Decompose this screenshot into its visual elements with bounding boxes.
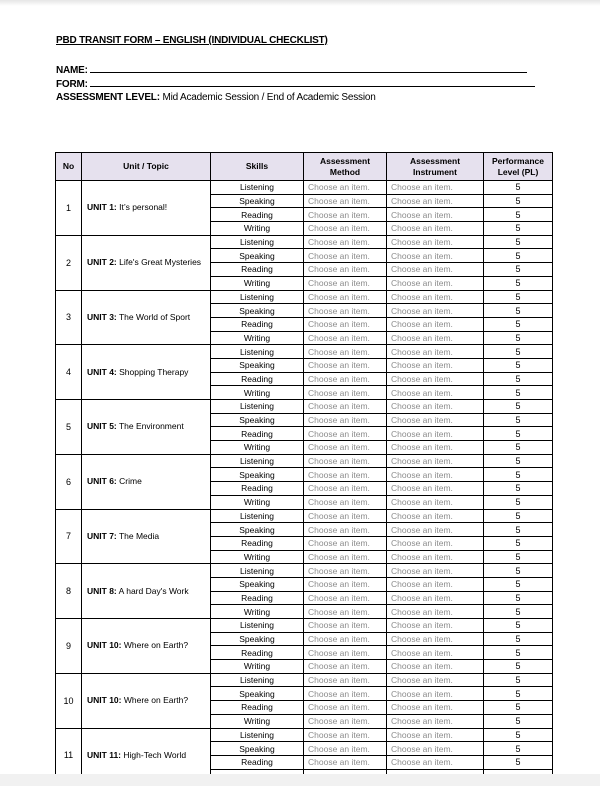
name-field — [56, 63, 527, 76]
topic-name: A hard Day's Work — [118, 585, 189, 596]
assessment-method-dropdown[interactable]: Choose an item. — [304, 605, 387, 619]
skill-cell: Reading — [211, 317, 304, 331]
performance-level-cell[interactable]: 5 — [484, 194, 553, 208]
performance-level-cell[interactable]: 5 — [484, 591, 553, 605]
assessment-instrument-dropdown[interactable]: Choose an item. — [387, 454, 484, 468]
header-assessment-instrument: Assessment Instrument — [387, 153, 484, 181]
assessment-method-dropdown[interactable]: Choose an item. — [304, 619, 387, 633]
performance-level-cell[interactable]: 5 — [484, 208, 553, 222]
performance-level-cell[interactable]: 5 — [484, 181, 553, 195]
performance-level-cell[interactable]: 5 — [484, 317, 553, 331]
skill-cell: Reading — [211, 482, 304, 496]
assessment-method-dropdown[interactable]: Choose an item. — [304, 550, 387, 564]
skill-cell: Listening — [211, 728, 304, 742]
skill-cell: Reading — [211, 591, 304, 605]
performance-level-cell[interactable]: 5 — [484, 755, 553, 769]
assessment-instrument-dropdown[interactable]: Choose an item. — [387, 728, 484, 742]
performance-level-cell[interactable]: 5 — [484, 482, 553, 496]
assessment-method-dropdown[interactable]: Choose an item. — [304, 660, 387, 674]
skill-cell: Speaking — [211, 194, 304, 208]
assessment-instrument-dropdown[interactable]: Choose an item. — [387, 619, 484, 633]
performance-level-cell[interactable]: 5 — [484, 235, 553, 249]
topic-name: Crime — [119, 476, 142, 487]
performance-level-cell[interactable]: 5 — [484, 400, 553, 414]
performance-level-cell[interactable]: 5 — [484, 454, 553, 468]
skill-cell: Writing — [211, 441, 304, 455]
performance-level-cell[interactable]: 5 — [484, 714, 553, 728]
assessment-method-dropdown[interactable]: Choose an item. — [304, 523, 387, 537]
skill-cell: Reading — [211, 646, 304, 660]
assessment-method-dropdown[interactable]: Choose an item. — [304, 181, 387, 195]
performance-level-cell[interactable]: 5 — [484, 523, 553, 537]
assessment-instrument-dropdown[interactable]: Choose an item. — [387, 660, 484, 674]
assessment-method-dropdown[interactable]: Choose an item. — [304, 208, 387, 222]
assessment-instrument-dropdown[interactable]: Choose an item. — [387, 290, 484, 304]
assessment-method-dropdown[interactable]: Choose an item. — [304, 577, 387, 591]
skill-cell: Reading — [211, 536, 304, 550]
assessment-instrument-dropdown[interactable]: Choose an item. — [387, 372, 484, 386]
assessment-method-dropdown[interactable]: Choose an item. — [304, 742, 387, 756]
page-top-shadow — [0, 0, 600, 6]
assessment-method-dropdown[interactable]: Choose an item. — [304, 482, 387, 496]
skill-cell: Writing — [211, 605, 304, 619]
assessment-instrument-dropdown[interactable]: Choose an item. — [387, 263, 484, 277]
skill-cell: Listening — [211, 673, 304, 687]
skill-cell: Listening — [211, 235, 304, 249]
assessment-level — [56, 92, 376, 103]
unit-topic — [82, 290, 211, 345]
skill-cell: Listening — [211, 454, 304, 468]
assessment-method-dropdown[interactable]: Choose an item. — [304, 317, 387, 331]
topic-name: Where on Earth? — [123, 640, 189, 651]
unit-label: UNIT 11: — [87, 749, 122, 760]
unit-label: UNIT 7: — [87, 530, 117, 541]
performance-level-cell[interactable]: 5 — [484, 276, 553, 290]
table-row — [56, 619, 553, 633]
assessment-instrument-dropdown[interactable]: Choose an item. — [387, 482, 484, 496]
header-skills: Skills — [211, 153, 304, 181]
unit-label: UNIT 10: — [87, 640, 122, 651]
assessment-method-dropdown[interactable]: Choose an item. — [304, 427, 387, 441]
skill-cell: Reading — [211, 755, 304, 769]
assessment-method-dropdown[interactable]: Choose an item. — [304, 413, 387, 427]
topic-name: High-Tech World — [123, 749, 187, 760]
skill-cell: Writing — [211, 550, 304, 564]
performance-level-cell[interactable]: 5 — [484, 372, 553, 386]
table-row — [56, 290, 553, 304]
skill-cell: Listening — [211, 290, 304, 304]
performance-level-cell[interactable]: 5 — [484, 468, 553, 482]
performance-level-cell[interactable]: 5 — [484, 673, 553, 687]
assessment-level-label: ASSESSMENT LEVEL: — [56, 92, 160, 103]
skill-cell: Speaking — [211, 523, 304, 537]
table-row — [56, 673, 553, 687]
skill-cell: Reading — [211, 701, 304, 715]
unit-number: 6 — [56, 454, 82, 509]
unit-label: UNIT 5: — [87, 421, 117, 432]
skill-cell: Speaking — [211, 687, 304, 701]
assessment-instrument-dropdown[interactable]: Choose an item. — [387, 564, 484, 578]
skill-cell: Speaking — [211, 249, 304, 263]
form-field — [56, 77, 535, 90]
performance-level-cell[interactable]: 5 — [484, 249, 553, 263]
assessment-instrument-dropdown[interactable]: Choose an item. — [387, 755, 484, 769]
assessment-instrument-dropdown[interactable]: Choose an item. — [387, 742, 484, 756]
assessment-method-dropdown[interactable]: Choose an item. — [304, 304, 387, 318]
assessment-instrument-dropdown[interactable]: Choose an item. — [387, 345, 484, 359]
skill-cell: Speaking — [211, 468, 304, 482]
unit-number: 7 — [56, 509, 82, 564]
skill-cell: Writing — [211, 714, 304, 728]
skill-cell: Writing — [211, 495, 304, 509]
assessment-method-dropdown[interactable]: Choose an item. — [304, 331, 387, 345]
performance-level-cell[interactable]: 5 — [484, 495, 553, 509]
unit-label: UNIT 4: — [87, 366, 117, 377]
unit-topic — [82, 619, 211, 674]
skill-cell: Reading — [211, 372, 304, 386]
performance-level-cell[interactable]: 5 — [484, 577, 553, 591]
assessment-instrument-dropdown[interactable]: Choose an item. — [387, 400, 484, 414]
table-row — [56, 345, 553, 359]
performance-level-cell[interactable]: 5 — [484, 427, 553, 441]
unit-number: 3 — [56, 290, 82, 345]
unit-topic — [82, 564, 211, 619]
assessment-method-dropdown[interactable]: Choose an item. — [304, 386, 387, 400]
performance-level-cell[interactable]: 5 — [484, 304, 553, 318]
assessment-method-dropdown[interactable]: Choose an item. — [304, 400, 387, 414]
skill-cell: Listening — [211, 400, 304, 414]
topic-name: Life's Great Mysteries — [119, 257, 202, 268]
skill-cell: Speaking — [211, 358, 304, 372]
unit-number: 5 — [56, 400, 82, 455]
assessment-instrument-dropdown[interactable]: Choose an item. — [387, 605, 484, 619]
assessment-method-dropdown[interactable]: Choose an item. — [304, 235, 387, 249]
assessment-method-dropdown[interactable]: Choose an item. — [304, 509, 387, 523]
assessment-instrument-dropdown[interactable]: Choose an item. — [387, 331, 484, 345]
unit-label: UNIT 6: — [87, 476, 117, 487]
skill-cell: Listening — [211, 619, 304, 633]
unit-number: 4 — [56, 345, 82, 400]
header-assessment-method: Assessment Method — [304, 153, 387, 181]
assessment-instrument-dropdown[interactable]: Choose an item. — [387, 441, 484, 455]
assessment-method-dropdown[interactable]: Choose an item. — [304, 673, 387, 687]
assessment-method-dropdown[interactable]: Choose an item. — [304, 290, 387, 304]
performance-level-cell[interactable]: 5 — [484, 564, 553, 578]
checklist-table — [55, 152, 553, 783]
assessment-method-dropdown[interactable]: Choose an item. — [304, 687, 387, 701]
assessment-method-dropdown[interactable]: Choose an item. — [304, 263, 387, 277]
form-input-line[interactable] — [90, 77, 535, 87]
assessment-instrument-dropdown[interactable]: Choose an item. — [387, 536, 484, 550]
performance-level-cell[interactable]: 5 — [484, 605, 553, 619]
table-row — [56, 181, 553, 195]
performance-level-cell[interactable]: 5 — [484, 536, 553, 550]
unit-number: 8 — [56, 564, 82, 619]
performance-level-cell[interactable]: 5 — [484, 263, 553, 277]
unit-topic — [82, 673, 211, 728]
assessment-instrument-dropdown[interactable]: Choose an item. — [387, 701, 484, 715]
assessment-method-dropdown[interactable]: Choose an item. — [304, 646, 387, 660]
assessment-method-dropdown[interactable]: Choose an item. — [304, 632, 387, 646]
unit-topic — [82, 509, 211, 564]
skill-cell: Writing — [211, 386, 304, 400]
assessment-instrument-dropdown[interactable]: Choose an item. — [387, 577, 484, 591]
skill-cell: Speaking — [211, 577, 304, 591]
assessment-instrument-dropdown[interactable]: Choose an item. — [387, 714, 484, 728]
header-unit-topic: Unit / Topic — [82, 153, 211, 181]
assessment-instrument-dropdown[interactable]: Choose an item. — [387, 317, 484, 331]
performance-level-cell[interactable]: 5 — [484, 632, 553, 646]
unit-label: UNIT 3: — [87, 311, 117, 322]
header-performance-level: Performance Level (PL) — [484, 153, 553, 181]
assessment-method-dropdown[interactable]: Choose an item. — [304, 701, 387, 715]
skill-cell: Listening — [211, 345, 304, 359]
assessment-instrument-dropdown[interactable]: Choose an item. — [387, 386, 484, 400]
skill-cell: Reading — [211, 427, 304, 441]
topic-name: The Environment — [118, 421, 184, 432]
skill-cell: Listening — [211, 509, 304, 523]
topic-name: The Media — [118, 530, 160, 541]
assessment-method-dropdown[interactable]: Choose an item. — [304, 358, 387, 372]
skill-cell: Writing — [211, 222, 304, 236]
document-title: PBD TRANSIT FORM – ENGLISH (INDIVIDUAL CHECKLIST) — [56, 35, 328, 46]
skill-cell: Speaking — [211, 742, 304, 756]
table-row — [56, 400, 553, 414]
assessment-method-dropdown[interactable]: Choose an item. — [304, 372, 387, 386]
unit-topic — [82, 400, 211, 455]
header-no: No — [56, 153, 82, 181]
unit-topic — [82, 181, 211, 236]
assessment-instrument-dropdown[interactable]: Choose an item. — [387, 687, 484, 701]
unit-number: 11 — [56, 728, 82, 783]
assessment-method-dropdown[interactable]: Choose an item. — [304, 468, 387, 482]
table-row — [56, 454, 553, 468]
unit-number: 2 — [56, 235, 82, 290]
skill-cell: Speaking — [211, 632, 304, 646]
topic-name: The World of Sport — [118, 311, 191, 322]
assessment-instrument-dropdown[interactable]: Choose an item. — [387, 276, 484, 290]
assessment-instrument-dropdown[interactable]: Choose an item. — [387, 673, 484, 687]
table-header-row — [56, 153, 553, 181]
performance-level-cell[interactable]: 5 — [484, 728, 553, 742]
table-row — [56, 235, 553, 249]
skill-cell: Reading — [211, 263, 304, 277]
assessment-instrument-dropdown[interactable]: Choose an item. — [387, 222, 484, 236]
unit-label: UNIT 2: — [87, 257, 117, 268]
skill-cell: Writing — [211, 660, 304, 674]
unit-label: UNIT 1: — [87, 202, 117, 213]
performance-level-cell[interactable]: 5 — [484, 358, 553, 372]
unit-topic — [82, 235, 211, 290]
skill-cell: Listening — [211, 564, 304, 578]
skill-cell: Speaking — [211, 304, 304, 318]
assessment-instrument-dropdown[interactable]: Choose an item. — [387, 550, 484, 564]
assessment-level-value: Mid Academic Session / End of Academic Session — [162, 92, 376, 103]
skill-cell: Reading — [211, 208, 304, 222]
assessment-method-dropdown[interactable]: Choose an item. — [304, 441, 387, 455]
assessment-instrument-dropdown[interactable]: Choose an item. — [387, 235, 484, 249]
assessment-method-dropdown[interactable]: Choose an item. — [304, 276, 387, 290]
assessment-instrument-dropdown[interactable]: Choose an item. — [387, 468, 484, 482]
assessment-method-dropdown[interactable]: Choose an item. — [304, 249, 387, 263]
performance-level-cell[interactable]: 5 — [484, 222, 553, 236]
performance-level-cell[interactable]: 5 — [484, 660, 553, 674]
assessment-method-dropdown[interactable]: Choose an item. — [304, 536, 387, 550]
page-bottom-bar — [0, 774, 600, 786]
skill-cell: Listening — [211, 181, 304, 195]
performance-level-cell[interactable]: 5 — [484, 550, 553, 564]
assessment-method-dropdown[interactable]: Choose an item. — [304, 564, 387, 578]
name-input-line[interactable] — [90, 63, 527, 73]
skill-cell: Writing — [211, 276, 304, 290]
assessment-instrument-dropdown[interactable]: Choose an item. — [387, 632, 484, 646]
performance-level-cell[interactable]: 5 — [484, 742, 553, 756]
assessment-method-dropdown[interactable]: Choose an item. — [304, 345, 387, 359]
assessment-instrument-dropdown[interactable]: Choose an item. — [387, 413, 484, 427]
assessment-instrument-dropdown[interactable]: Choose an item. — [387, 358, 484, 372]
assessment-instrument-dropdown[interactable]: Choose an item. — [387, 523, 484, 537]
assessment-instrument-dropdown[interactable]: Choose an item. — [387, 646, 484, 660]
assessment-instrument-dropdown[interactable]: Choose an item. — [387, 509, 484, 523]
unit-label: UNIT 8: — [87, 585, 117, 596]
assessment-method-dropdown[interactable]: Choose an item. — [304, 495, 387, 509]
assessment-method-dropdown[interactable]: Choose an item. — [304, 714, 387, 728]
performance-level-cell[interactable]: 5 — [484, 646, 553, 660]
performance-level-cell[interactable]: 5 — [484, 687, 553, 701]
performance-level-cell[interactable]: 5 — [484, 386, 553, 400]
form-label: FORM: — [56, 79, 88, 90]
performance-level-cell[interactable]: 5 — [484, 413, 553, 427]
performance-level-cell[interactable]: 5 — [484, 701, 553, 715]
assessment-instrument-dropdown[interactable]: Choose an item. — [387, 208, 484, 222]
topic-name: Shopping Therapy — [119, 366, 189, 377]
assessment-instrument-dropdown[interactable]: Choose an item. — [387, 591, 484, 605]
unit-number: 9 — [56, 619, 82, 674]
performance-level-cell[interactable]: 5 — [484, 345, 553, 359]
performance-level-cell[interactable]: 5 — [484, 441, 553, 455]
assessment-instrument-dropdown[interactable]: Choose an item. — [387, 495, 484, 509]
assessment-method-dropdown[interactable]: Choose an item. — [304, 728, 387, 742]
topic-name: Where on Earth? — [123, 695, 189, 706]
assessment-instrument-dropdown[interactable]: Choose an item. — [387, 249, 484, 263]
unit-topic — [82, 345, 211, 400]
table-row — [56, 564, 553, 578]
performance-level-cell[interactable]: 5 — [484, 331, 553, 345]
assessment-instrument-dropdown[interactable]: Choose an item. — [387, 194, 484, 208]
name-label: NAME: — [56, 65, 88, 76]
performance-level-cell[interactable]: 5 — [484, 619, 553, 633]
unit-label: UNIT 10: — [87, 695, 122, 706]
table-row — [56, 728, 553, 742]
assessment-instrument-dropdown[interactable]: Choose an item. — [387, 181, 484, 195]
performance-level-cell[interactable]: 5 — [484, 290, 553, 304]
unit-number: 10 — [56, 673, 82, 728]
table-row — [56, 509, 553, 523]
unit-topic — [82, 454, 211, 509]
unit-number: 1 — [56, 181, 82, 236]
skill-cell: Speaking — [211, 413, 304, 427]
assessment-method-dropdown[interactable]: Choose an item. — [304, 454, 387, 468]
assessment-instrument-dropdown[interactable]: Choose an item. — [387, 304, 484, 318]
assessment-instrument-dropdown[interactable]: Choose an item. — [387, 427, 484, 441]
assessment-method-dropdown[interactable]: Choose an item. — [304, 194, 387, 208]
assessment-method-dropdown[interactable]: Choose an item. — [304, 591, 387, 605]
performance-level-cell[interactable]: 5 — [484, 509, 553, 523]
skill-cell: Writing — [211, 331, 304, 345]
topic-name: It’s personal! — [119, 202, 168, 213]
assessment-method-dropdown[interactable]: Choose an item. — [304, 755, 387, 769]
assessment-method-dropdown[interactable]: Choose an item. — [304, 222, 387, 236]
